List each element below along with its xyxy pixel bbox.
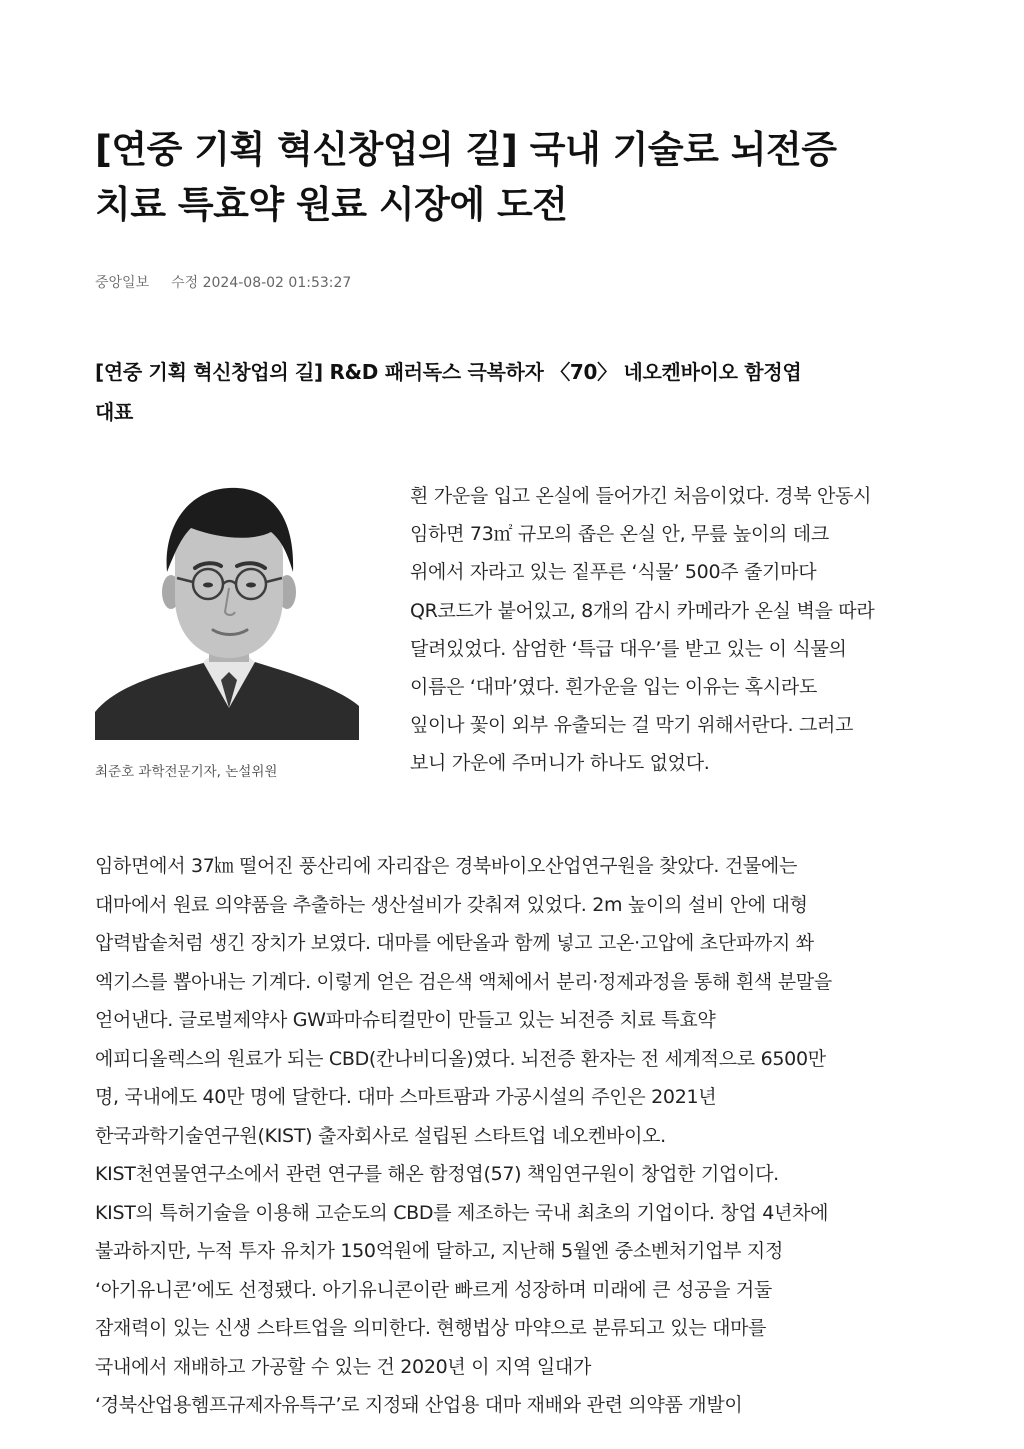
text-line: 이름은 ‘대마’였다. 흰가운을 입는 이유는 혹시라도 [410, 676, 817, 699]
source-label: 중앙일보 [95, 275, 150, 291]
text-line: KIST천연물연구소에서 관련 연구를 해온 함정엽(57) 책임연구원이 창업한 기업이다. [95, 1163, 779, 1185]
text-line: 불과하지만, 누적 투자 유치가 150억원에 달하고, 지난해 5월엔 중소벤처기업부 지정 [95, 1240, 784, 1262]
modified-timestamp: 수정 2024-08-02 01:53:27 [171, 275, 352, 291]
text-line: 엑기스를 뽑아내는 기계다. 이렇게 얻은 검은색 액체에서 분리·정제과정을 통해 흰색 분말을 [95, 970, 832, 993]
text-line: 명, 국내에도 40만 명에 달한다. 대마 스마트팜과 가공시설의 주인은 2021년 [95, 1086, 717, 1108]
text-line: 보니 가운에 주머니가 하나도 없었다. [410, 752, 710, 775]
text-line: QR코드가 붙어있고, 8개의 감시 카메라가 온실 벽을 따라 [410, 599, 875, 622]
text-line: 임하면에서 37㎞ 떨어진 풍산리에 자리잡은 경북바이오산업연구원을 찾았다. 건물에는 [95, 855, 798, 877]
text-line: 한국과학기술연구원(KIST) 출자회사로 설립된 스타트업 네오켄바이오. [95, 1124, 666, 1147]
text-line: 대마에서 원료 의약품을 추출하는 생산설비가 갖춰져 있었다. 2m 높이의 설비 안에 대형 [95, 893, 808, 916]
subtitle-line: [연중 기획 혁신창업의 길] R&D 패러독스 극복하자 〈70〉 네오켄바이오 함정엽 [95, 360, 802, 384]
text-line: 얻어낸다. 글로벌제약사 GW파마슈티컬만이 만들고 있는 뇌전증 치료 특효약 [95, 1009, 716, 1031]
text-line: ‘아기유니콘’에도 선정됐다. 아기유니콘이란 빠르게 성장하며 미래에 큰 성공을 거둘 [95, 1278, 772, 1301]
text-line: 국내에서 재배하고 가공할 수 있는 건 2020년 이 지역 일대가 [95, 1355, 591, 1378]
headline-line: [연중 기획 혁신창업의 길] 국내 기술로 뇌전증 [95, 128, 837, 171]
article-meta [95, 272, 351, 292]
photo-caption: 최준호 과학전문기자, 논설위원 [95, 764, 278, 780]
article-headline [95, 122, 945, 232]
article-subtitle [95, 352, 935, 432]
text-line: 위에서 자라고 있는 짙푸른 ‘식물’ 500주 줄기마다 [410, 561, 817, 584]
text-line: ‘경북산업용헴프규제자유특구’로 지정돼 산업용 대마 재배와 관련 의약품 개발이 [95, 1394, 743, 1416]
text-line: 임하면 73㎡ 규모의 좁은 온실 안, 무릎 높이의 데크 [410, 523, 829, 546]
text-line: 흰 가운을 입고 온실에 들어가긴 처음이었다. 경북 안동시 [410, 485, 872, 507]
author-portrait-image [95, 476, 359, 740]
text-line: 잎이나 꽃이 외부 유출되는 걸 막기 위해서란다. 그러고 [410, 714, 854, 737]
text-line: 달려있었다. 삼엄한 ‘특급 대우’를 받고 있는 이 식물의 [410, 637, 847, 660]
subtitle-line: 대표 [95, 400, 134, 424]
text-line: 압력밥솥처럼 생긴 장치가 보였다. 대마를 에탄올과 함께 넣고 고온·고압에 초단파까지 쏴 [95, 932, 814, 954]
body-paragraph [95, 847, 950, 1425]
text-line: 에피디올렉스의 원료가 되는 CBD(칸나비디올)였다. 뇌전증 환자는 전 세계적으로 6500만 [95, 1047, 826, 1070]
headline-line: 치료 특효약 원료 시장에 도전 [95, 183, 568, 226]
text-line: 잠재력이 있는 신생 스타트업을 의미한다. 현행법상 마약으로 분류되고 있는 대마를 [95, 1317, 767, 1339]
intro-paragraph [410, 477, 950, 783]
text-line: KIST의 특허기술을 이용해 고순도의 CBD를 제조하는 국내 최초의 기업이다. 창업 4년차에 [95, 1201, 829, 1224]
author-photo [95, 476, 359, 740]
